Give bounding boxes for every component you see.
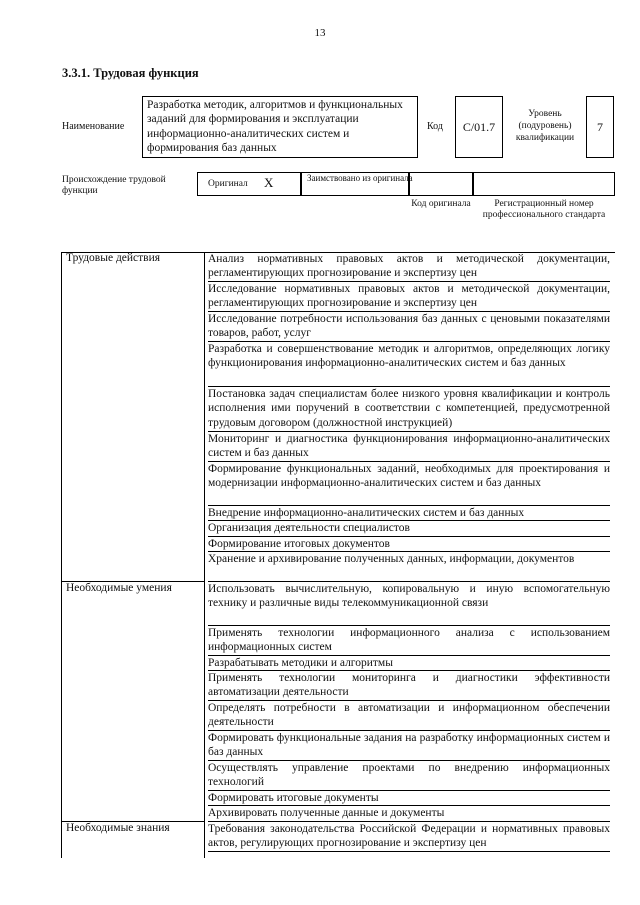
list-item: Архивировать полученные данные и документы [208, 806, 610, 822]
regnum-cell [473, 172, 615, 196]
level-label: Уровень (подуровень) квалификации [515, 109, 575, 143]
naimenovanie-label: Наименование [62, 121, 125, 132]
list-item: Постановка задач специалистам более низкого уровня квалификации и контроль исполнения ими поручений в соответствии с компетенцией, предусмотренной трудовым договором (должностной инструкцией) [208, 387, 610, 432]
table-column-divider [204, 252, 205, 858]
regnum-caption: Регистрационный номер профессионального стандарта [482, 199, 606, 220]
list-item: Внедрение информационно-аналитических систем и баз данных [208, 506, 610, 521]
list-item: Организация деятельности специалистов [208, 521, 610, 537]
kod-value: C/01.7 [455, 96, 503, 158]
code-original-caption: Код оригинала [411, 199, 471, 209]
list-item: Мониторинг и диагностика функционирования информационно-аналитических систем и баз данных [208, 432, 610, 462]
level-value: 7 [586, 96, 614, 158]
code-original-cell [409, 172, 473, 196]
list-item: Формирование функциональных заданий, необходимых для проектирования и модернизации информационно-аналитических систем и баз данных [208, 462, 610, 506]
list-item: Хранение и архивирование полученных данных, информации, документов [208, 552, 610, 582]
page-number: 13 [314, 27, 326, 39]
original-label: Оригинал [208, 179, 248, 189]
list-item: Формирование итоговых документов [208, 537, 610, 552]
list-item: Разрабатывать методики и алгоритмы [208, 656, 610, 671]
section-trudovye-deystviya: Трудовые действия [66, 252, 161, 264]
list-item: Применять технологии мониторинга и диагностики эффективности автоматизации деятельности [208, 671, 610, 701]
section-neobkhodimye-znaniya: Необходимые знания [66, 822, 170, 834]
list-item: Использовать вычислительную, копировальную и иную вспомогательную технику и различные виды телекоммуникационной связи [208, 582, 610, 626]
list-item: Формировать итоговые документы [208, 791, 610, 806]
list-item: Исследование потребности использования баз данных с ценовыми показателями товаров, работ, услуг [208, 312, 610, 342]
section-title: 3.3.1. Трудовая функция [62, 66, 199, 80]
list-item: Разработка и совершенствование методик и алгоритмов, определяющих логику функционирования информационно-аналитических систем и баз данных [208, 342, 610, 387]
naimenovanie-value: Разработка методик, алгоритмов и функциональных заданий для формирования и эксплуатации информационно-аналитических систем и формирования баз данных [142, 96, 418, 158]
list-item: Применять технологии информационного анализа с использованием информационных систем [208, 626, 610, 656]
list-item: Формировать функциональные задания на разработку информационных систем и баз данных [208, 731, 610, 761]
original-mark: X [264, 175, 274, 190]
table-left-border [61, 252, 62, 858]
borrowed-label: Заимствовано из оригинала [307, 173, 413, 183]
list-item: Определять потребности в автоматизации и информационном обеспечении деятельности [208, 701, 610, 731]
list-item: Требования законодательства Российской Федерации и нормативных правовых актов, регулирующих прогнозирование и экспертизу цен [208, 822, 610, 852]
list-item: Осуществлять управление проектами по внедрению информационных технологий [208, 761, 610, 791]
kod-label: Код [427, 121, 443, 132]
list-item: Исследование нормативных правовых актов и методической документации, регламентирующих прогнозирование и экспертизу цен [208, 282, 610, 312]
section-neobkhodimye-umeniya: Необходимые умения [66, 582, 172, 594]
origin-label: Происхождение трудовой функции [62, 175, 166, 196]
list-item: Анализ нормативных правовых актов и методической документации, регламентирующих прогнозирование и экспертизу цен [208, 252, 610, 282]
